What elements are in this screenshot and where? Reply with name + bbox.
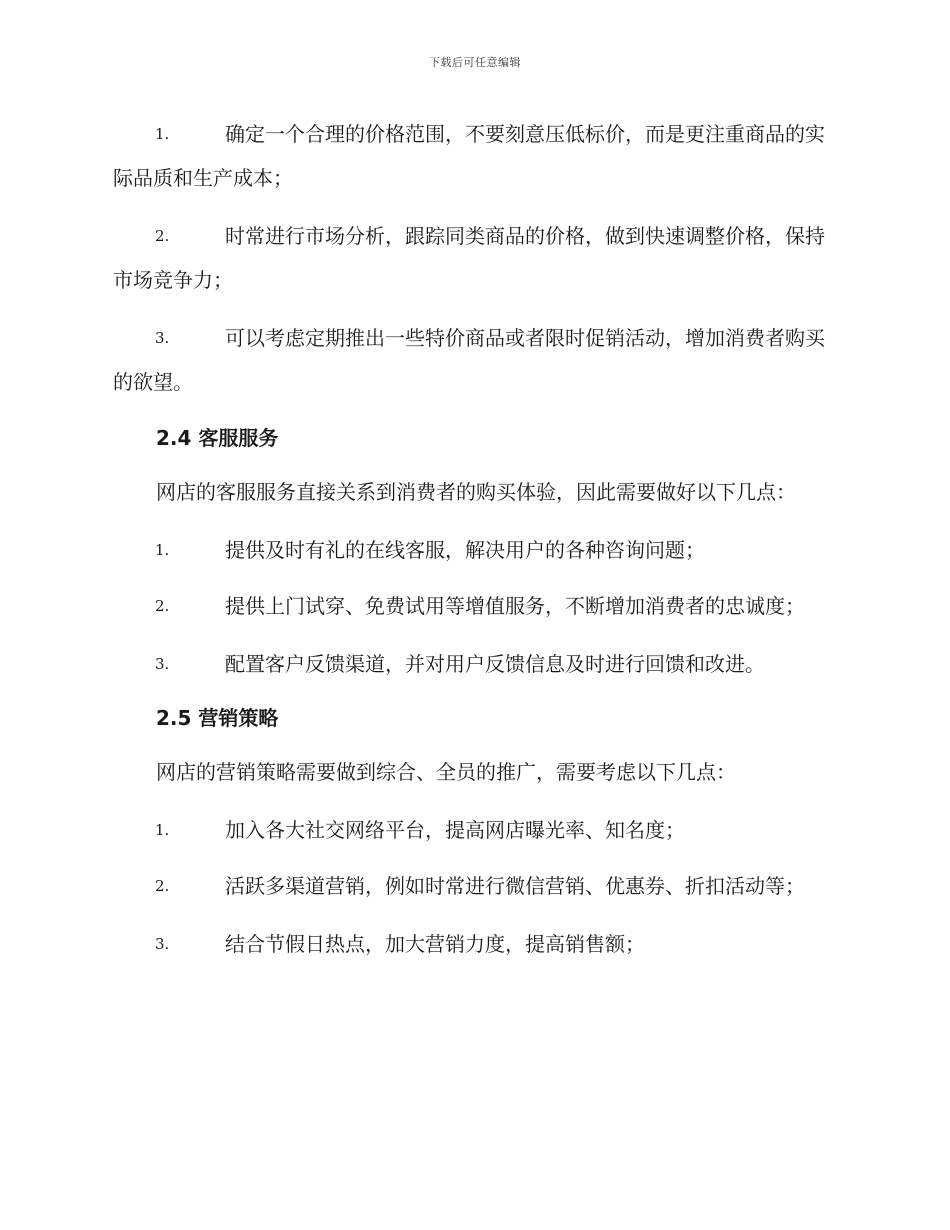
section-intro: 网店的客服服务直接关系到消费者的购买体验，因此需要做好以下几点：	[156, 480, 796, 504]
list-item	[113, 864, 837, 908]
list-item	[113, 316, 837, 404]
list-text: 结合节假日热点，加大营销力度，提高销售额；	[225, 932, 645, 956]
section-heading: 2.4 客服服务	[156, 426, 279, 450]
list-item	[113, 214, 837, 302]
list-item	[113, 922, 837, 966]
list-number: 1.	[155, 821, 170, 839]
list-text: 加入各大社交网络平台，提高网店曝光率、知名度；	[225, 818, 685, 842]
list-number: 2.	[155, 227, 170, 245]
page-header-note: 下载后可任意编辑	[429, 56, 521, 69]
list-number: 3.	[155, 329, 170, 347]
list-text: 提供上门试穿、免费试用等增值服务，不断增加消费者的忠诚度；	[225, 594, 805, 618]
list-text: 确定一个合理的价格范围，不要刻意压低标价，而是更注重商品的实际品质和生产成本；	[113, 122, 825, 190]
list-item	[113, 808, 837, 852]
section-heading: 2.5 营销策略	[156, 706, 279, 730]
list-text: 可以考虑定期推出一些特价商品或者限时促销活动，增加消费者购买的欲望。	[113, 326, 825, 394]
list-number: 1.	[155, 125, 170, 143]
list-item	[113, 528, 837, 572]
list-item	[113, 584, 837, 628]
list-number: 2.	[155, 877, 170, 895]
section-intro: 网店的营销策略需要做到综合、全员的推广，需要考虑以下几点：	[156, 760, 736, 784]
list-item	[113, 642, 837, 686]
document-body	[113, 112, 837, 978]
list-text: 时常进行市场分析，跟踪同类商品的价格，做到快速调整价格，保持市场竞争力；	[113, 224, 825, 292]
list-item	[113, 112, 837, 200]
list-number: 2.	[155, 597, 170, 615]
list-number: 3.	[155, 935, 170, 953]
list-number: 3.	[155, 655, 170, 673]
list-text: 活跃多渠道营销，例如时常进行微信营销、优惠券、折扣活动等；	[225, 874, 805, 898]
list-number: 1.	[155, 541, 170, 559]
list-text: 提供及时有礼的在线客服，解决用户的各种咨询问题；	[225, 538, 705, 562]
list-text: 配置客户反馈渠道，并对用户反馈信息及时进行回馈和改进。	[225, 652, 765, 676]
